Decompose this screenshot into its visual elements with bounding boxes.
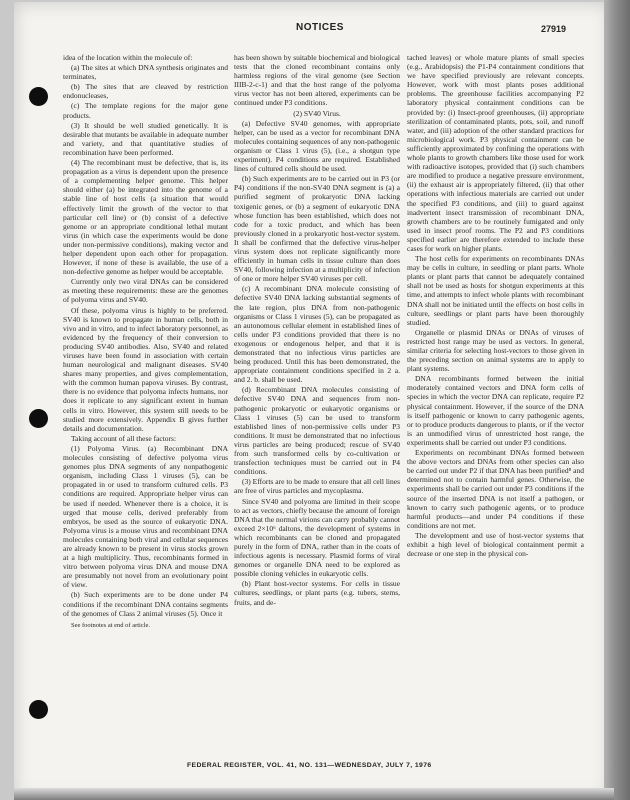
paragraph: (3) Efforts are to be made to ensure that all cell lines are free of virus particles and mycoplasma. [234, 477, 400, 496]
paragraph: (a) Defective SV40 genomes, with appropriate helper, can be used as a vector for recombinant DNA molecules containing sequences of any non-pathogenic organism or Class 1 virus (5), (i.e., a shotgun type experiment). P4 conditions are required. Established lines of cultured cells should be used. [234, 118, 400, 174]
paragraph: Of these, polyoma virus is highly to be preferred. SV40 is known to propagate in human cells, both in vivo and in vitro, and to infect laboratory personnel, as evidenced by the frequency of their conversion to producing SV40 antibodies. Also, SV40 and related viruses have been found in association with certain human neurological and malignant diseases. SV40 shares many properties, and gives complementation, with the common human papova viruses. By contrast, there is no evidence that polyoma infects humans, nor does it replicate to any significant extent in human cells in vitro. However, this system still needs to be studied more extensively. Appendix B gives further details and documentation. [63, 305, 228, 433]
text-column-1 [63, 53, 228, 753]
text-column-3 [407, 53, 584, 753]
paragraph: Currently only two viral DNAs can be considered as meeting these requirements: these are the genomes of polyoma virus and SV40. [63, 277, 228, 305]
paragraph: (c) The template regions for the major gene products. [63, 101, 228, 120]
page-footer: FEDERAL REGISTER, VOL. 41, NO. 131—WEDNESDAY, JULY 7, 1976 [187, 762, 432, 769]
punch-hole-icon [29, 700, 48, 719]
text-column-2 [234, 53, 400, 753]
paragraph: The host cells for experiments on recombinants DNAs may be cells in culture, in seedling or plant parts. Whole plants or plant parts that cannot be adequately contained shall not be used as hosts for shotgun experiments at this time, and attempts to infect whole plants with recombinant DNA shall not be initiated until the effects on host cells in culture, seedlings or plant parts have been thoroughly studied. [407, 254, 584, 327]
paragraph: (b) Such experiments are to be done under P4 conditions if the recombinant DNA contains segments of the genomes of Class 2 animal viruses (5). Once it [63, 590, 228, 618]
page-stack-edge-right [604, 0, 630, 800]
section-heading: (2) SV40 Virus. [293, 108, 341, 118]
paragraph: (c) A recombinant DNA molecule consisting of defective SV40 DNA lacking substantial segments of the late region, plus DNA from non-pathogenic organisms or Class 1 viruses (5), can be propagated as an autonomous cellular element in established lines of cells under P3 conditions provided that there is no exogenous or endogenous helper, and that it is demonstrated that no infectious virus particles are being produced. Until this has been demonstrated, the appropriate containment conditions specified in 2 a. and 2. b. shall be used. [234, 284, 400, 385]
paragraph: Since SV40 and polyoma are limited in their scope to act as vectors, chiefly because the amount of foreign DNA that the normal virions can carry probably cannot exceed 2×10⁶ daltons, the development of systems in which recombinants can be cloned and propagated purely in the form of DNA, rather than in the coats of infectious agents is necessary. Plasmid forms of viral genomes or organelle DNA need to be explored as possible cloning vehicles in eukaryotic cells. [234, 496, 400, 579]
page-number: 27919 [541, 24, 567, 34]
paragraph: Experiments on recombinant DNAs formed between the above vectors and DNAs from other species can also be carried out under P2 if that DNA has been purified⁸ and determined not to contain harmful genes. Otherwise, the experiments shall be carried out under P3 conditions if the source of the inserted DNA is not itself a pathogen, or known to carry such pathogenic agents, or to produce harmful products—and under P4 conditions if these conditions are not met. [407, 448, 584, 530]
page-stack-edge-bottom [14, 788, 614, 800]
paragraph: has been shown by suitable biochemical and biological tests that the cloned recombinant contains only harmless regions of the viral genome (see Section IIIB-2-c-1) and that the host range of the polyoma virus vector has not been altered, experiments can be continued under P3 conditions. [234, 53, 400, 108]
punch-hole-icon [29, 409, 48, 428]
footnote-reference: See footnotes at end of article. [71, 621, 151, 629]
paragraph: (3) It should be well studied genetically. It is desirable that mutants be available in adequate number and variety, and that quantitative studies of recombination have been performed. [63, 120, 228, 157]
paragraph: (b) Plant host-vector systems. For cells in tissue cultures, seedlings, or plant parts (e.g. tubers, stems, fruits, and de- [234, 579, 400, 607]
paragraph: (4) The recombinant must be defective, that is, its propagation as a virus is dependent upon the presence of a complementing helper genome. This helper should either (a) be integrated into the genome of a stable line of host cells (a situation that would effectively limit the growth of the vector to that particular cell line) or (b) consist of a defective genome or an appropriate conditional lethal mutant virus (in which case the experiments would be done under non-permissive conditions), making vector and helper dependent upon each other for propagation. However, if none of these is available, the use of a non-defective genome as helper would be acceptable. [63, 158, 228, 277]
punch-hole-icon [29, 87, 48, 106]
paragraph: The development and use of host-vector systems that exhibit a high level of biological containment permit a decrease or one step in the physical con- [407, 530, 584, 559]
paragraph: tached leaves) or whole mature plants of small species (e.g., Arabidopsis) the P1-P4 containment conditions that we have specified previously are relevant concepts. However, work with most plants poses additional problems. The greenhouse facilities accompanying P2 laboratory physical containment conditions can be provided by: (i) Insect-proof greenhouses, (ii) appropriate sterilization of contaminated plants, pots, soil, and runoff water, and (iii) adoption of the other standard practices for microbiological work. P3 physical containment can be sufficiently approximated by confining the operations with whole plants to growth chambers like those used for work with radioactive isotopes, provided that (i) such chambers are modified to produce a negative pressure environment, (ii) the exhaust air is appropriately filtered, (ii) that other operations with infectious materials are carried out under the specified P3 conditions, and (iii) to guard against inadvertent insect transmission of recombinant DNA, growth chambers are to be routinely fumigated and only used in insect proof rooms. The P2 and P3 conditions specified earlier are therefore extended to include these cases for work on higher plants. [407, 53, 584, 253]
paragraph: Organelle or plasmid DNAs or DNAs of viruses of restricted host range may be used as vectors. In general, similar criteria for selecting host-vectors to those given in the preceding section on animal systems are to apply to plant systems. [407, 327, 584, 374]
page-title: NOTICES [296, 22, 344, 33]
paragraph: (1) Polyoma Virus. (a) Recombinant DNA molecules consisting of defective polyoma virus genomes plus DNA segments of any nonpathogenic organism, including Class 1 viruses (5), can be propagated in or used to transform cultured cells. P3 conditions are required. Appropriate helper virus can be used if needed. Whenever there is a choice, it is urged that mouse cells, derived preferably from embryos, be used as the source of eukaryotic DNA. Polyoma virus is a mouse virus and recombinant DNA molecules containing both viral and cellular sequences are already known to be present in virus stocks grown at a high multiplicity. Thus, recombinants formed in vitro between polyoma virus DNA and mouse DNA are presumably not novel from an evolutionary point of view. [63, 443, 228, 590]
paragraph: (b) The sites that are cleaved by restriction endonucleases, [63, 82, 228, 101]
paragraph: (a) The sites at which DNA synthesis originates and terminates, [63, 63, 228, 82]
paragraph: Taking account of all these factors: [71, 433, 177, 443]
paragraph: (b) Such experiments are to be carried out in P3 (or P4) conditions if the non-SV40 DNA segment is (a) a purified segment of prokaryotic DNA lacking toxigenic genes, or (b) a segment of eukaryotic DNA whose function has been established, which does not code for a toxic product, and which has been previously cloned in a prokaryotic host-vector system. It shall be confirmed that the defective virus-helper virus system does not replicate significantly more efficiently in human cells in tissue culture than does SV40, following infection at a multiplicity of infection of one or more helper SV40 viruses per cell. [234, 174, 400, 284]
paragraph: DNA recombinants formed between the initial moderately contained vectors and DNA form cells of species in which the vector DNA can replicate, require P2 physical containment. However, if the source of the DNA is itself pathogenic or known to carry pathogenic agents, or to produce products dangerous to plants, or if the vector is an unmodified virus of unrestricted host range, the experiments shall be carried out under P3 conditions. [407, 374, 584, 447]
paragraph: (d) Recombinant DNA molecules consisting of defective SV40 DNA and sequences from non-pathogenic prokaryotic or eukaryotic organisms or Class 1 viruses (5) can be used to transform established lines of non-permissive cells under P3 conditions. It must be demonstrated that no infectious virus particles are being produced; rescue of SV40 from such transformed cells by co-cultivation or transfection techniques must be carried out in P4 conditions. [234, 385, 400, 477]
paragraph: idea of the location within the molecule of: [63, 53, 193, 62]
